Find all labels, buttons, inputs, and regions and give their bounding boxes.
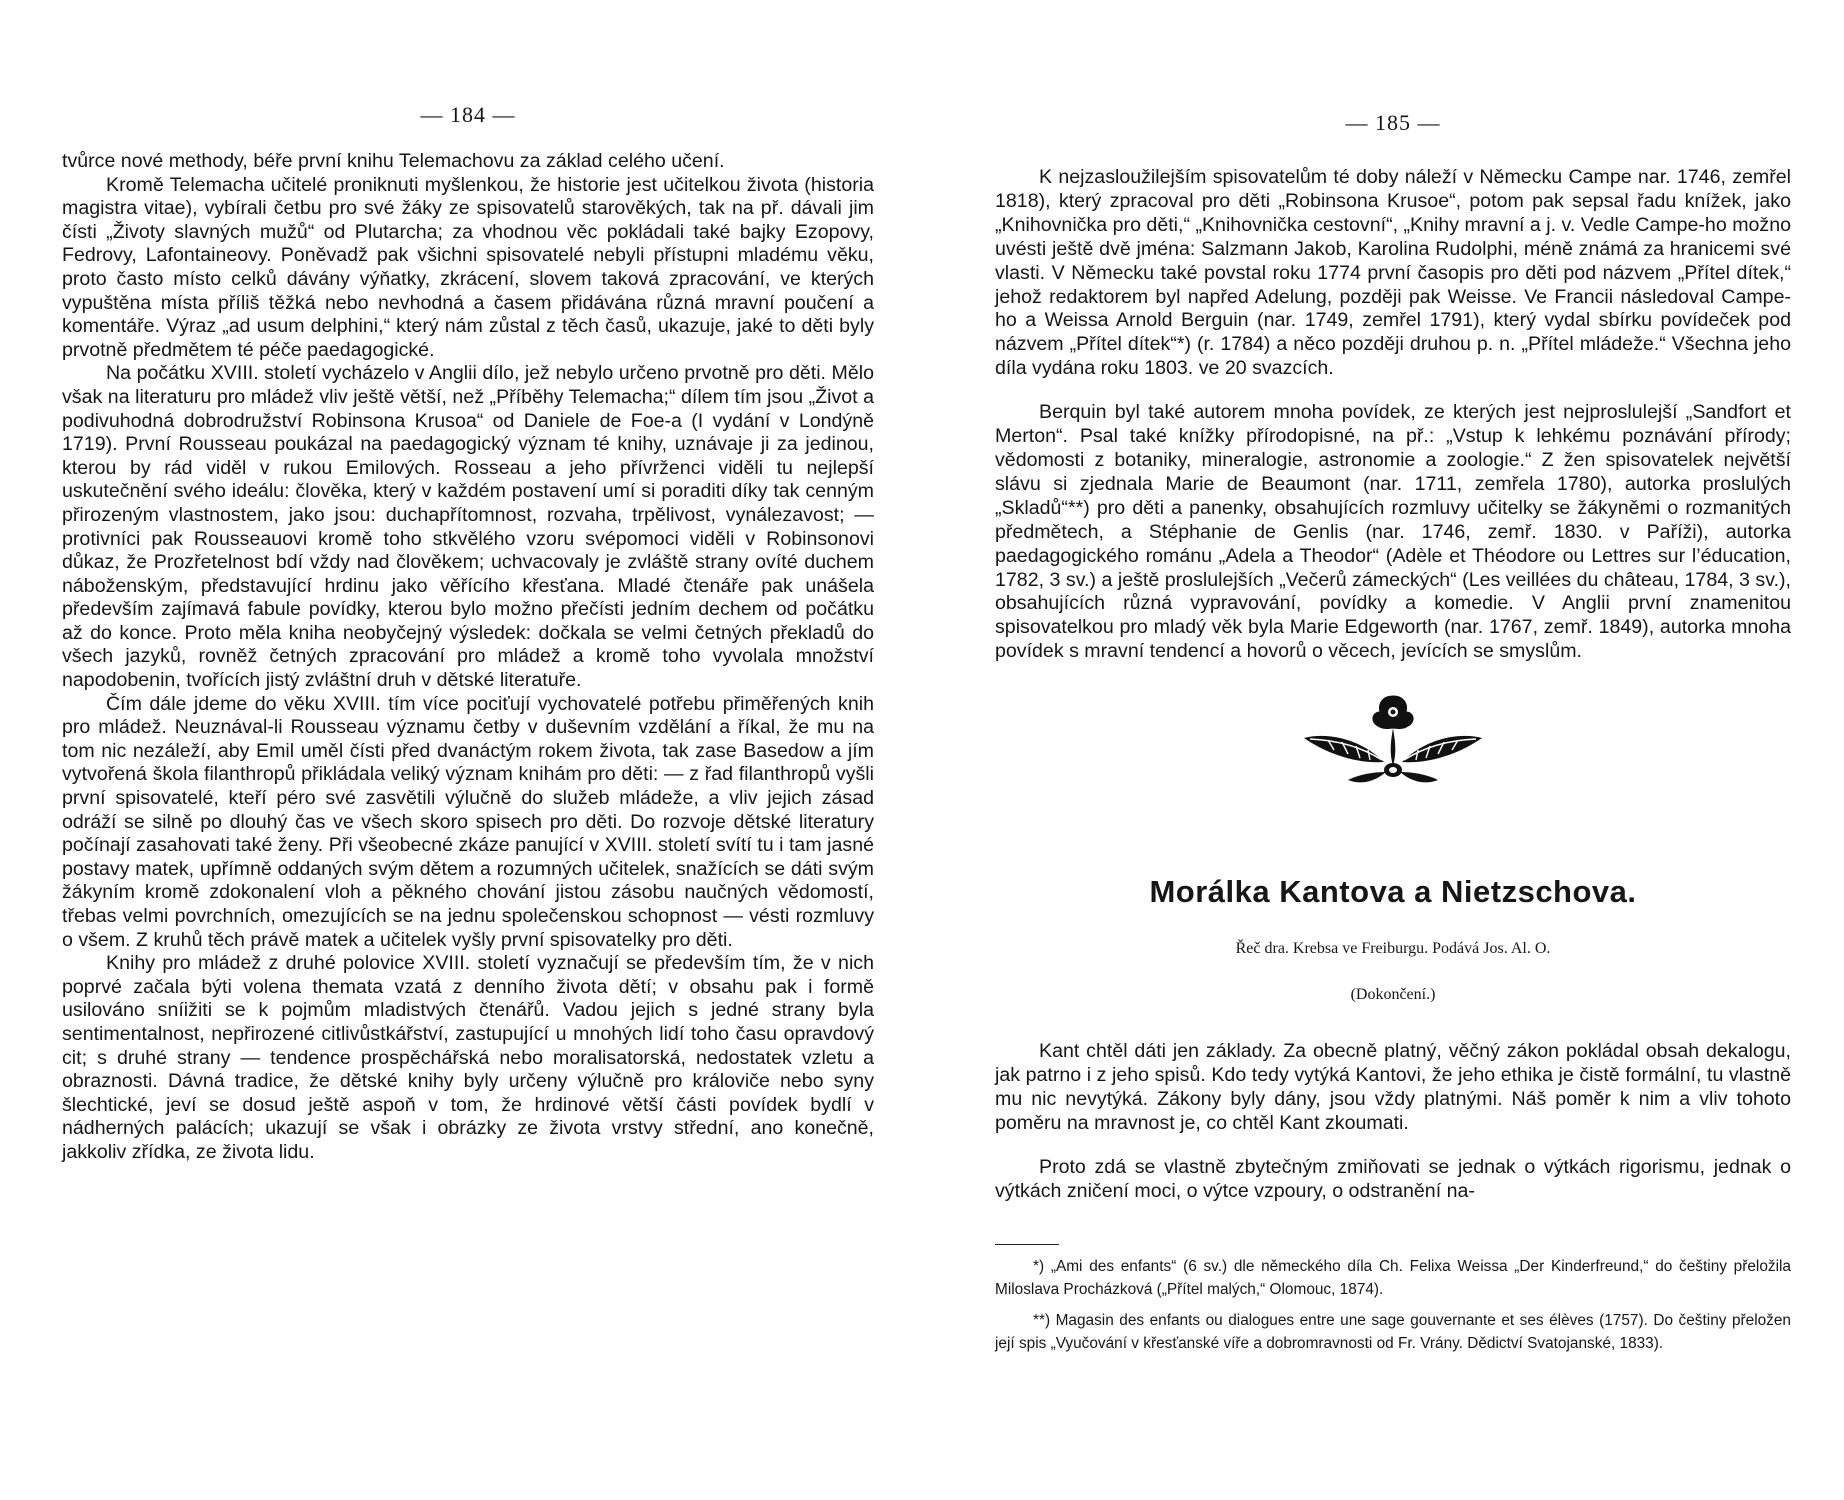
left-page — [62, 0, 874, 1165]
footnote: *) „Ami des enfants“ (6 sv.) dle německého díla Ch. Felixa Weissa „Der Kinderfreund,“ do češtiny přeložila Miloslava Procházková („Přítel malých,“ Olomouc, 1874). — [995, 1257, 1791, 1298]
floral-vignette-icon — [1298, 692, 1488, 788]
left-page-body — [62, 150, 874, 1165]
paragraph: Na počátku XVIII. století vycházelo v Anglii dílo, jež nebylo určeno prvotně pro děti. Mělo však na literaturu pro mládež vliv ještě větší, než „Příběhy Telemacha;“ dílem tím jsou „Život a podivuhodná dobrodružství Robinsona Krusoa“ od Daniele de Foe-a (I vydání v Londýně 1719). První Rousseau poukázal na paedagogický význam té knihy, uznávaje ji za jedinou, kterou by rád viděl v rukou Emilových. Rosseau a jeho přívrženci viděli tu nejlepší uskutečnění svého ideálu: člověka, který v každém postavení umí si poraditi díky tak cenným přirozeným vlastnostem, jako jsou: duchapřítomnost, rozvaha, trpělivost, vynálezavost; — protivníci pak Rousseauovi kromě toho stkvělého vzoru svépomoci viděli v Robinsonovi důkaz, že Prozřetelnost bdí vždy nad člověkem; uchvacovaly je zvláště strany ovíté duchem náboženským, představující hrdinu jako věřícího křesťana. Mladé čtenáře pak unášela především zajímavá fabule povídky, kterou bylo možno přečísti jedním dechem od počátku až do konce. Proto měla kniha neobyčejný výsledek: dočkala se velmi četných překladů do všech jazyků, rovněž četných zpracování pro mládež a kromě toho vyvolala množství napodobenin, tvořících jistý zvláštní druh v dětské literatuře. — [62, 362, 874, 692]
paragraph: Proto zdá se vlastně zbytečným zmiňovati se jednak o výtkách rigorismu, jednak o výtkách zničení moci, o výtce vzpoury, o odstranění na- — [995, 1155, 1791, 1202]
paragraph: Kant chtěl dáti jen základy. Za obecně platný, věčný zákon pokládal obsah dekalogu, jak patrno i z jeho spisů. Kdo tedy vytýká Kantovi, že jeho ethika je čistě formální, tu vlastně mu nic nevytýká. Zákony byly dány, jsou vždy platnými. Náš poměr k nim a vliv tohoto poměru na mravnost je, co chtěl Kant zkoumati. — [995, 1040, 1791, 1134]
footnote-divider — [995, 1244, 1059, 1245]
right-page-body — [995, 166, 1791, 664]
article-body — [995, 1040, 1791, 1203]
page-number-left: — 184 — — [420, 102, 516, 127]
paragraph: Knihy pro mládež z druhé polovice XVIII. století vyznačují se především tím, že v nich poprvé začala býti volena themata vzatá z denního života dětí; v obsahu pak i formě usilováno sníižiti se k pojmům mladistvých čtenářů. Vadou jejich s jedné strany byla sentimentalnost, nepřirozené citlivůstkářství, zastupující u mnohých lidí toho času opravdový cit; s druhé strany — tendence prospěchářská nebo moralisatorská, nedostatek vzletu a obraznosti. Dávná tradice, že dětské knihy byly určeny výlučně pro královiče nebo syny šlechtické, jeví se dosud ještě aspoň v tom, že hrdinové větší části povídek bydlí v nádherných palácích; ukazují se však i obrázky ze života vrstvy střední, ano konečně, jakkoliv zřídka, ze života lidu. — [62, 952, 874, 1163]
page-number-right: — 185 — — [1345, 110, 1441, 135]
paragraph: Čím dále jdeme do věku XVIII. tím více pociťují vychovatelé potřebu přiměřených knih pro mládež. Neuznával-li Rousseau významu četby v duševním vzdělání a říkal, že mu na tom nic nezáleží, aby Emil uměl čísti před dvanáctým rokem života, tak zase Basedow a jím vytvořená škola filanthropů přikládala veliký význam knihám pro děti: — z řad filanthropů vyšli první spisovatelé, kteří péro své zasvětili výlučně do služeb mládeže, a vliv jejich zásad odráží se silně po dlouhý čas ve všech skoro spisech pro děti. Do rozvoje dětské literatury počínají zasahovati také ženy. Při všeobecné zkáze panující v XVIII. století svítí tu i tam jasné postavy matek, upřímně oddaných svým dětem a rozumných učitelek, snažících se dáti svým žákyním kromě zdokonalení vloh a pěkného chování jistou zásobu naučných vědomostí, třebas velmi povrchních, omezujících se na jednu společenskou schopnost — vésti rozmluvy o všem. Z kruhů těch právě matek a učitelek vyšly první spisovatelky pro děti. — [62, 692, 874, 951]
article-title: Morálka Kantova a Nietzschova. — [1149, 874, 1637, 910]
paragraph: Berquin byl také autorem mnoha povídek, ze kterých jest nejproslulejší „Sandfort et Merton“. Psal také knížky přírodopisné, na př.: „Vstup k lehkému poznávání přírody; vědomosti z botaniky, mineralogie, astronomie a zoologie.“ Z žen spisovatelek největší slávu si zjednala Marie de Beaumont (nar. 1711, zemřela 1780), autorka proslulých „Skladů“**) pro děti a panenky, obsahujících rozmluvy učitelky se žákyněmi o rozmanitých předmětech, a Stéphanie de Genlis (nar. 1746, zemř. 1830. v Paříži), autorka paedagogického románu „Adela a Theodor“ (Adèle et Théodore ou Lettres sur l’éducation, 1782, 3 sv.) a ještě proslulejších „Večerů zámeckých“ (Les veillées du château, 1784, 3 sv.), obsahujících různá vypravování, povídky a komedie. V Anglii první znamenitou spisovatelkou pro mladý věk byla Marie Edgeworth (nar. 1767, zemř. 1849), autorka mnoha povídek s mravní tendencí a hovorů o věcech, jevících se smyslům. — [995, 401, 1791, 663]
article-continuation-note: (Dokončení.) — [1350, 986, 1436, 1004]
footnote: **) Magasin des enfants ou dialogues entre une sage gouvernante et ses élèves (1757). Do češtiny přeložen její spis „Vyučování v křesťanské víře a dobromravnosti od Fr. Vrány. Dědictví Svatojanské, 1833). — [995, 1311, 1791, 1352]
paragraph: K nejzasloužilejším spisovatelům té doby náleží v Německu Campe nar. 1746, zemřel 1818), který zpracoval pro děti „Robinsona Krusoe“, potom pak sepsal řadu knížek, jako „Knihovnička pro děti,“ „Knihovnička cestovní“, „Knihy mravní a j. v. Vedle Campe-ho možno uvésti ještě dvě jména: Salzmann Jakob, Karolina Rudolphi, méně známá za hranicemi své vlasti. V Německu také povstal roku 1774 první časopis pro děti pod názvem „Přítel dítek,“ jehož redaktorem byl napřed Adelung, později pak Weisse. Ve Francii následoval Campe-ho a Weissa Arnold Berguin (nar. 1749, zemřel 1791), který vydal sbírku povídeček pod názvem „Přítel dítek“*) (r. 1784) a něco později druhou p. n. „Přítel mládeže.“ Všechna jeho díla vydána roku 1803. ve 20 svazcích. — [995, 166, 1791, 380]
paragraph: tvůrce nové methody, béře první knihu Telemachovu za základ celého učení. — [62, 150, 725, 172]
paragraph: Kromě Telemacha učitelé proniknuti myšlenkou, že historie jest učitelkou života (historia magistra vitae), vybírali četbu pro své žáky ze spisovatelů starověkých, tak na př. dávali jim čísti „Životy slavných mužů“ od Plutarcha; za vhodnou věc pokládali také bajky Ezopovy, Fedrovy, Lafontaineovy. Poněvadž pak všichni spisovatelé nebyli přístupni mladému věku, proto často místo celků dávány výňatky, zkrácení, slovem taková zpracování, ve kterých vypuštěna místa příliš těžká nebo nevhodná a časem přidávána různá mravní poučení a komentáře. Výraz „ad usum delphini,“ který nám zůstal z těch časů, ukazuje, jaké to děti byly prvotně předmětem té péče paedagogické. — [62, 173, 874, 361]
article-subtitle: Řeč dra. Krebsa ve Freiburgu. Podává Jos. Al. O. — [1235, 940, 1551, 958]
footnotes — [995, 1255, 1791, 1355]
right-page — [995, 0, 1791, 1363]
